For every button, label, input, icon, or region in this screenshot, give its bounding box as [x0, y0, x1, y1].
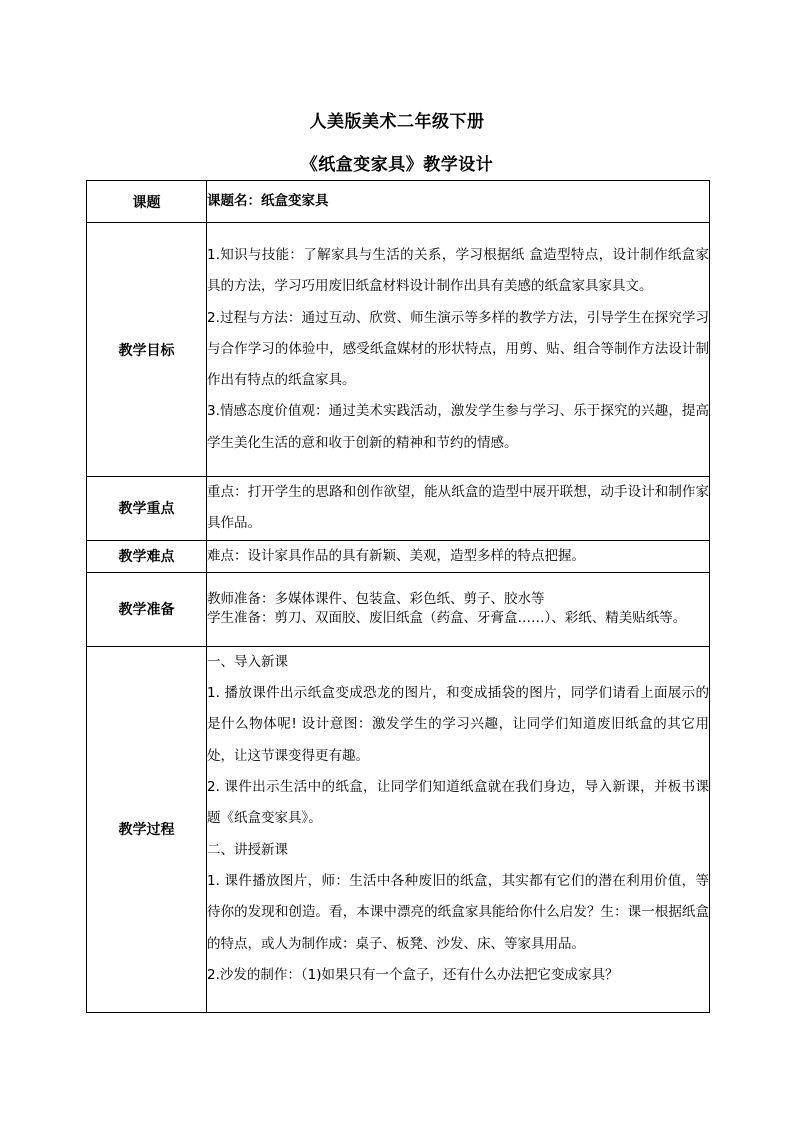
process-section2-heading: 二、讲授新课: [207, 841, 288, 858]
process-section2-item1: 1. 课件播放图片，师：生活中各种废旧的纸盒，其实都有它们的潜在利用价值，等待你的发现和创造。看，本课中漂亮的纸盒家具能给你什么启发？生：课一根据纸盒的特点，或人为制作成：桌子、板凳、沙发、床、等家具用品。: [207, 872, 709, 952]
process-section1-item2: 2. 课件出示生活中的纸盒，让同学们知道纸盒就在我们身边，导入新课，并板书课题《纸盒变家具》。: [207, 779, 709, 827]
document-title: 人美版美术二年级下册: [309, 112, 485, 132]
topic-prefix: 课题名：: [207, 192, 261, 209]
row-difficulties: [87, 540, 710, 572]
objective-knowledge: 1.知识与技能：了解家具与生活的关系，学习根据纸 盒造型特点，设计制作纸盒家具的方法，学习巧用废旧纸盒材料设计制作出具有美感的纸盒家具家具文。: [207, 246, 709, 295]
cell-key-points: 重点：打开学生的思路和创作欲望，能从纸盒的造型中展开联想，动手设计和制作家具作品。: [207, 477, 710, 541]
process-section1-heading: 一、导入新课: [207, 653, 288, 670]
row-objectives: [87, 223, 710, 477]
label-key-points: 教学重点: [87, 477, 207, 541]
lesson-plan-table: [86, 180, 710, 1013]
cell-process: [207, 646, 710, 1012]
label-topic: 课题: [87, 181, 207, 223]
label-preparation: 教学准备: [87, 572, 207, 646]
label-objectives: 教学目标: [87, 223, 207, 477]
prep-teacher: 教师准备：多媒体课件、包装盒、彩色纸、剪子、胶水等: [207, 591, 545, 608]
objective-process: 2.过程与方法：通过互动、欣赏、师生演示等多样的教学方法，引导学生在探究学习与合作学习的体验中，感受纸盒媒材的形状特点，用剪、贴、组合等制作方法设计制作出有特点的纸盒家具。: [207, 309, 709, 389]
label-process: 教学过程: [87, 646, 207, 1012]
cell-objectives: [207, 223, 710, 477]
process-section1-item1: 1. 播放课件出示纸盒变成恐龙的图片，和变成插袋的图片，同学们请看上面展示的是什么物体呢! 设计意图：激发学生的学习兴趣，让同学们知道废旧纸盒的其它用处，让这节课变得更有趣。: [207, 685, 709, 764]
objective-attitude: 3.情感态度价值观：通过美术实践活动，激发学生参与学习、乐于探究的兴趣，提高学生美化生活的意和收于创新的精神和节约的情感。: [207, 403, 709, 451]
cell-topic: [207, 181, 710, 223]
label-difficulties: 教学难点: [87, 540, 207, 572]
row-topic: [87, 181, 710, 223]
row-preparation: [87, 572, 710, 646]
topic-value: 纸盒变家具: [261, 192, 329, 209]
cell-difficulties: 难点：设计家具作品的具有新颖、美观，造型多样的特点把握。: [207, 540, 710, 572]
document-subtitle: 《纸盒变家具》教学设计: [300, 155, 494, 175]
row-key-points: [87, 477, 710, 541]
row-process: [87, 646, 710, 1012]
process-section2-item2: 2.沙发的制作：（1)如果只有一个盒子，还有什么办法把它变成家具？: [207, 966, 619, 983]
cell-preparation: [207, 572, 710, 646]
prep-student: 学生准备：剪刀、双面胶、废旧纸盒（药盒、牙膏盒……）、彩纸、精美贴纸等。: [207, 610, 687, 627]
